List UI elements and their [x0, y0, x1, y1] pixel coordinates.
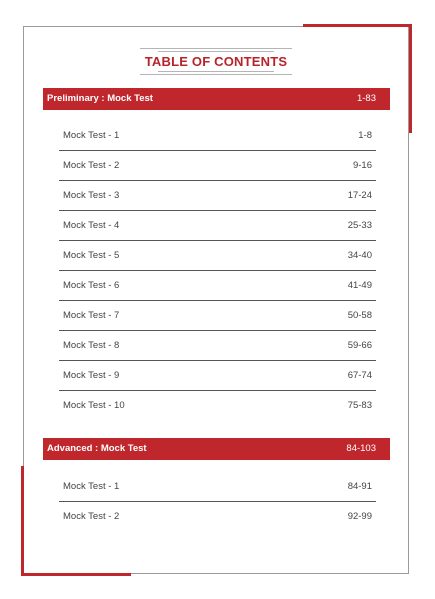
section-label: Preliminary : Mock Test	[47, 93, 153, 104]
entry-pages: 41-49	[347, 280, 372, 291]
entry-pages: 9-16	[352, 160, 372, 171]
toc-entry[interactable]	[59, 331, 376, 361]
entry-pages: 34-40	[347, 250, 372, 261]
title-rule	[140, 74, 292, 75]
corner-accent-top-right-vertical	[409, 24, 412, 133]
entry-label: Mock Test - 4	[63, 220, 120, 231]
entry-pages: 1-8	[358, 130, 372, 141]
entry-label: Mock Test - 1	[63, 130, 120, 141]
section-label: Advanced : Mock Test	[47, 443, 147, 454]
section-header-advanced[interactable]	[43, 438, 390, 460]
section-pages: 84-103	[346, 443, 376, 454]
toc-entry[interactable]	[59, 151, 376, 181]
corner-accent-top-right	[303, 24, 412, 27]
title-rule	[158, 51, 274, 52]
corner-accent-bottom-left-vertical	[21, 466, 24, 576]
title-block	[140, 46, 292, 78]
entry-pages: 75-83	[347, 400, 372, 411]
entry-label: Mock Test - 10	[63, 400, 125, 411]
entry-label: Mock Test - 2	[63, 160, 120, 171]
entry-pages: 84-91	[347, 481, 372, 492]
toc-entry[interactable]	[59, 502, 376, 532]
corner-accent-bottom-left	[21, 573, 131, 576]
toc-entry[interactable]	[59, 472, 376, 502]
toc-entry[interactable]	[59, 181, 376, 211]
entry-label: Mock Test - 3	[63, 190, 120, 201]
entry-pages: 67-74	[347, 370, 372, 381]
toc-entry[interactable]	[59, 211, 376, 241]
entry-pages: 17-24	[347, 190, 372, 201]
toc-entry[interactable]	[59, 361, 376, 391]
toc-entry[interactable]	[59, 241, 376, 271]
entry-label: Mock Test - 6	[63, 280, 120, 291]
entry-label: Mock Test - 8	[63, 340, 120, 351]
entry-label: Mock Test - 5	[63, 250, 120, 261]
entry-pages: 92-99	[347, 511, 372, 522]
section-pages: 1-83	[356, 93, 376, 104]
entry-label: Mock Test - 9	[63, 370, 120, 381]
toc-entry[interactable]	[59, 391, 376, 421]
toc-entry[interactable]	[59, 271, 376, 301]
entry-pages: 25-33	[347, 220, 372, 231]
entry-label: Mock Test - 2	[63, 511, 120, 522]
title-rule	[140, 48, 292, 49]
toc-entry[interactable]	[59, 301, 376, 331]
entry-label: Mock Test - 1	[63, 481, 120, 492]
entry-pages: 50-58	[347, 310, 372, 321]
entry-label: Mock Test - 7	[63, 310, 120, 321]
title-rule	[158, 71, 274, 72]
toc-entry[interactable]	[59, 121, 376, 151]
page-title: TABLE OF CONTENTS	[144, 54, 288, 69]
entry-pages: 59-66	[347, 340, 372, 351]
section-header-preliminary[interactable]	[43, 88, 390, 110]
